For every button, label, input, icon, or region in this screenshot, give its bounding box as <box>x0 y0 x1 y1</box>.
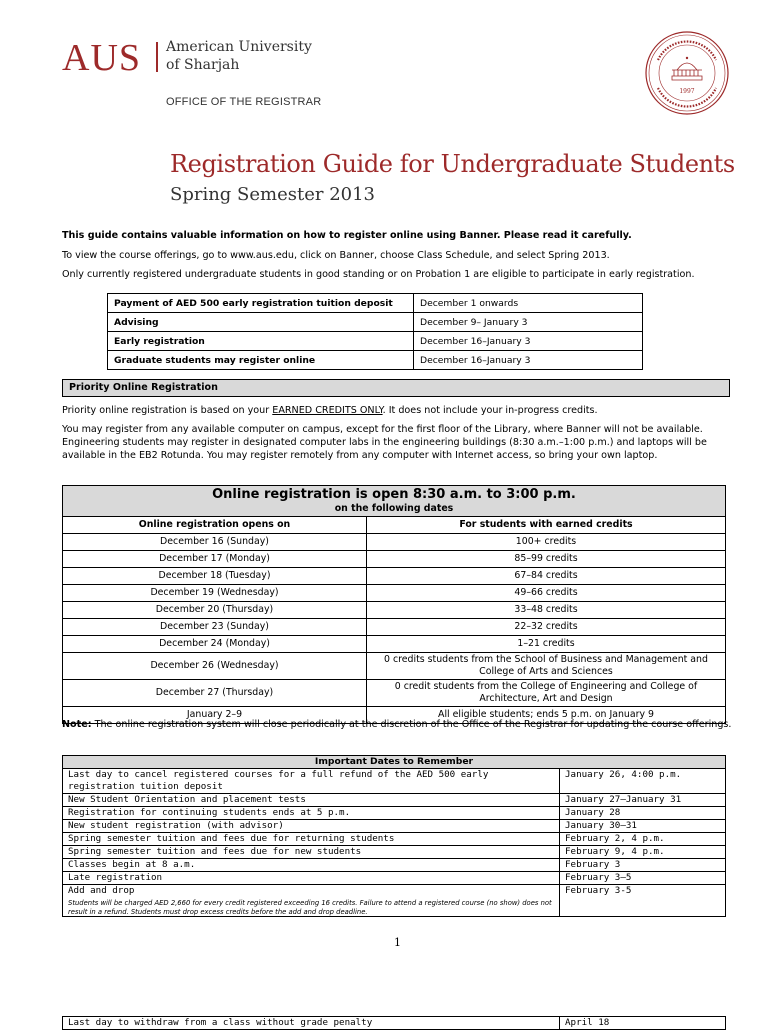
logo-divider <box>156 42 158 72</box>
page-title: Registration Guide for Undergraduate Students <box>170 150 735 178</box>
event-cell <box>63 820 560 833</box>
note-paragraph <box>62 718 732 731</box>
table-row <box>63 807 726 820</box>
date-cell: February 3 <box>560 859 726 872</box>
deadline-date: December 1 onwards <box>414 294 643 313</box>
registration-schedule-table <box>62 485 726 724</box>
fine-print: Students will be charged AED 2,660 for every credit registered exceeding 16 credits. Failure to attend a registered course (no show) does not result in a refund. Students must drop excess credits before the add and drop deadline. <box>68 899 552 916</box>
event-cell <box>63 872 560 885</box>
date-cell: February 3–5 <box>560 872 726 885</box>
note-text: The online registration system will close periodically at the discretion of the Office of the Registrar for updating the course offerings. <box>91 719 732 730</box>
seal-year: 1997 <box>679 88 695 95</box>
table-row <box>63 619 726 636</box>
deadline-date: December 16–January 3 <box>414 351 643 370</box>
event-text: Classes begin at 8 a.m. <box>68 859 196 870</box>
event-cell <box>63 807 560 820</box>
date-cell: February 3-5 <box>560 885 726 917</box>
page-subtitle: Spring Semester 2013 <box>170 184 376 205</box>
table-row <box>63 859 726 872</box>
table-row <box>63 636 726 653</box>
table-row <box>63 680 726 707</box>
table-row <box>63 833 726 846</box>
schedule-col-credits: For students with earned credits <box>367 517 726 534</box>
event-text: New Student Orientation and placement tests <box>68 794 306 805</box>
office-name: OFFICE OF THE REGISTRAR <box>166 96 322 108</box>
event-cell <box>63 846 560 859</box>
event-cell <box>63 794 560 807</box>
deadlines-table <box>107 293 643 370</box>
table-row <box>108 332 643 351</box>
university-name <box>166 38 312 74</box>
event-text: Spring semester tuition and fees due for returning students <box>68 833 395 844</box>
event-cell <box>63 859 560 872</box>
open-date-cell: January 2–9 <box>63 707 367 724</box>
table-row <box>63 602 726 619</box>
event-text: Registration for continuing students ends at 5 p.m. <box>68 807 351 818</box>
earned-credits-emphasis: EARNED CREDITS ONLY <box>272 405 383 416</box>
table-row <box>108 294 643 313</box>
deadline-date: December 9– January 3 <box>414 313 643 332</box>
table-row <box>63 885 726 917</box>
note-label: Note: <box>62 719 92 730</box>
open-date-cell: December 19 (Wednesday) <box>63 585 367 602</box>
intro-bold-line: This guide contains valuable information on how to register online using Banner. Please read it carefully. <box>62 230 632 241</box>
table-row <box>63 769 726 794</box>
event-cell: Last day to withdraw from a class without grade penalty <box>63 1017 560 1030</box>
table-row <box>63 551 726 568</box>
intro-line-2: To view the course offerings, go to www.aus.edu, click on Banner, choose Class Schedule, and select Spring 2013. <box>62 250 610 261</box>
schedule-title-cell <box>63 486 726 517</box>
page-number: 1 <box>394 936 401 949</box>
date-cell: April 18 <box>560 1017 726 1030</box>
credits-cell: 85–99 credits <box>367 551 726 568</box>
event-text: Add and drop <box>68 885 135 896</box>
event-text: Late registration <box>68 872 163 883</box>
priority-paragraph-2: You may register from any available computer on campus, except for the first floor of the Library, where Banner will not be available. Engineering students may register in designated computer labs in the engineering buildings (8:30 a.m.–1:00 p.m.) and laptops will be available in the EB2 Rotunda. You may register remotely from any computer with Internet access, so bring your own laptop. <box>62 424 707 461</box>
open-date-cell: December 16 (Sunday) <box>63 534 367 551</box>
event-text: New student registration (with advisor) <box>68 820 284 831</box>
open-date-cell: December 20 (Thursday) <box>63 602 367 619</box>
university-name-line1: American University <box>166 39 312 55</box>
priority-paragraph-1 <box>62 404 598 417</box>
university-name-line2: of Sharjah <box>166 57 240 73</box>
table-row <box>108 313 643 332</box>
credits-cell: 33–48 credits <box>367 602 726 619</box>
table-row <box>63 1017 726 1030</box>
priority-p1-start: Priority online registration is based on your <box>62 405 273 416</box>
table-row <box>63 794 726 807</box>
table-row <box>63 534 726 551</box>
date-cell: January 28 <box>560 807 726 820</box>
event-text: Spring semester tuition and fees due for new students <box>68 846 362 857</box>
open-date-cell: December 26 (Wednesday) <box>63 653 367 680</box>
priority-heading: Priority Online Registration <box>62 379 730 397</box>
credits-cell: 1–21 credits <box>367 636 726 653</box>
credits-cell: 0 credit students from the College of Engineering and College of Architecture, Art and Design <box>367 680 726 707</box>
event-cell <box>63 769 560 794</box>
deadline-label: Graduate students may register online <box>108 351 414 370</box>
date-cell: January 30–31 <box>560 820 726 833</box>
event-cell <box>63 833 560 846</box>
date-cell: February 9, 4 p.m. <box>560 846 726 859</box>
schedule-col-date: Online registration opens on <box>63 517 367 534</box>
table-row <box>63 568 726 585</box>
important-dates-table <box>62 755 726 917</box>
aus-logo: AUS <box>62 37 142 79</box>
credits-cell: 100+ credits <box>367 534 726 551</box>
credits-cell: All eligible students; ends 5 p.m. on January 9 <box>367 707 726 724</box>
deadline-date: December 16–January 3 <box>414 332 643 351</box>
date-cell: February 2, 4 p.m. <box>560 833 726 846</box>
table-row <box>63 846 726 859</box>
table-row <box>108 351 643 370</box>
university-seal-icon <box>644 30 730 116</box>
next-page-table <box>62 1016 726 1030</box>
open-date-cell: December 23 (Sunday) <box>63 619 367 636</box>
open-date-cell: December 24 (Monday) <box>63 636 367 653</box>
deadline-label: Payment of AED 500 early registration tuition deposit <box>108 294 414 313</box>
table-row <box>63 653 726 680</box>
credits-cell: 67–84 credits <box>367 568 726 585</box>
important-dates-heading: Important Dates to Remember <box>63 756 726 769</box>
table-row <box>63 585 726 602</box>
credits-cell: 0 credits students from the School of Business and Management and College of Arts and Sciences <box>367 653 726 680</box>
deadline-label: Advising <box>108 313 414 332</box>
event-text: Last day to cancel registered courses for a full refund of the AED 500 early registration tuition deposit <box>68 769 489 792</box>
schedule-subtitle: on the following dates <box>334 503 454 514</box>
event-cell <box>63 885 560 917</box>
schedule-title: Online registration is open 8:30 a.m. to 3:00 p.m. <box>212 487 576 502</box>
open-date-cell: December 18 (Tuesday) <box>63 568 367 585</box>
date-cell: January 27–January 31 <box>560 794 726 807</box>
priority-p1-end: . It does not include your in-progress credits. <box>382 405 598 416</box>
credits-cell: 49–66 credits <box>367 585 726 602</box>
deadline-label: Early registration <box>108 332 414 351</box>
credits-cell: 22–32 credits <box>367 619 726 636</box>
date-cell: January 26, 4:00 p.m. <box>560 769 726 794</box>
open-date-cell: December 27 (Thursday) <box>63 680 367 707</box>
table-row <box>63 820 726 833</box>
open-date-cell: December 17 (Monday) <box>63 551 367 568</box>
intro-line-3: Only currently registered undergraduate students in good standing or on Probation 1 are eligible to participate in early registration. <box>62 269 695 280</box>
table-row <box>63 872 726 885</box>
